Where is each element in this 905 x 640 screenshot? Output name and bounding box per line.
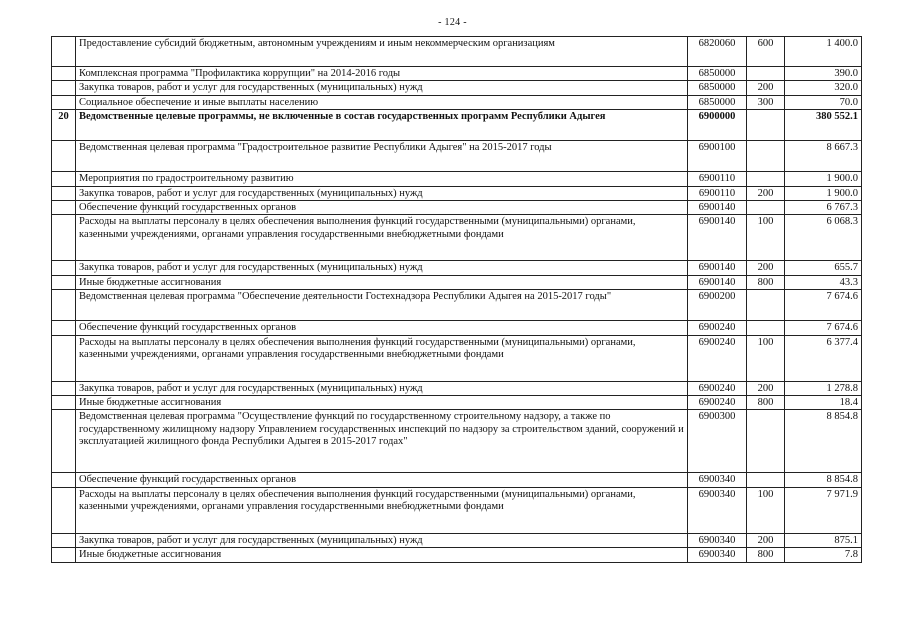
table-row	[52, 95, 862, 109]
target-article-code-cell: 6900300	[688, 410, 747, 473]
target-article-code-cell: 6820060	[688, 37, 747, 67]
target-article-code-cell: 6900340	[688, 487, 747, 533]
expense-type-code-cell	[747, 473, 785, 487]
row-number-cell	[52, 487, 76, 533]
expense-name-cell: Расходы на выплаты персоналу в целях обеспечения выполнения функций государственными (муниципальными) органами, казенными учреждениями, органами управления государственными внебюджетными фондами	[76, 487, 688, 533]
row-number-cell	[52, 396, 76, 410]
budget-table	[51, 36, 862, 563]
target-article-code-cell: 6850000	[688, 95, 747, 109]
amount-cell: 43.3	[785, 275, 862, 289]
row-number-cell	[52, 335, 76, 381]
expense-name-cell: Предоставление субсидий бюджетным, автономным учреждениям и иным некоммерческим организациям	[76, 37, 688, 67]
row-number-cell	[52, 290, 76, 321]
expense-name-cell: Обеспечение функций государственных органов	[76, 201, 688, 215]
expense-type-code-cell: 300	[747, 95, 785, 109]
amount-cell: 8 854.8	[785, 410, 862, 473]
target-article-code-cell: 6900140	[688, 261, 747, 275]
target-article-code-cell: 6850000	[688, 67, 747, 81]
expense-name-cell: Расходы на выплаты персоналу в целях обеспечения выполнения функций государственными (муниципальными) органами, казенными учреждениями, органами управления государственными внебюджетными фондами	[76, 215, 688, 261]
page-number: - 124 -	[438, 17, 467, 28]
expense-type-code-cell: 800	[747, 548, 785, 562]
target-article-code-cell: 6900100	[688, 141, 747, 172]
target-article-code-cell: 6900110	[688, 172, 747, 186]
amount-cell: 7 674.6	[785, 290, 862, 321]
row-number-cell	[52, 81, 76, 95]
row-number-cell	[52, 201, 76, 215]
target-article-code-cell: 6900340	[688, 548, 747, 562]
table-row	[52, 335, 862, 381]
expense-type-code-cell: 100	[747, 335, 785, 381]
row-number-cell	[52, 548, 76, 562]
expense-type-code-cell	[747, 141, 785, 172]
row-number-cell	[52, 473, 76, 487]
expense-name-cell: Ведомственная целевая программа "Обеспечение деятельности Гостехнадзора Республики Адыгея на 2015-2017 годы"	[76, 290, 688, 321]
expense-name-cell: Мероприятия по градостроительному развитию	[76, 172, 688, 186]
row-number-cell	[52, 37, 76, 67]
expense-name-cell: Обеспечение функций государственных органов	[76, 473, 688, 487]
table-row	[52, 67, 862, 81]
expense-type-code-cell: 600	[747, 37, 785, 67]
row-number-cell	[52, 67, 76, 81]
expense-name-cell: Закупка товаров, работ и услуг для государственных (муниципальных) нужд	[76, 533, 688, 547]
amount-cell: 1 900.0	[785, 186, 862, 200]
expense-type-code-cell: 200	[747, 186, 785, 200]
table-row	[52, 186, 862, 200]
expense-name-cell: Иные бюджетные ассигнования	[76, 396, 688, 410]
expense-name-cell: Закупка товаров, работ и услуг для государственных (муниципальных) нужд	[76, 186, 688, 200]
table-row	[52, 487, 862, 533]
expense-name-cell: Ведомственные целевые программы, не включенные в состав государственных программ Республики Адыгея	[76, 110, 688, 141]
row-number-cell	[52, 410, 76, 473]
expense-type-code-cell	[747, 321, 785, 335]
table-row	[52, 215, 862, 261]
row-number-cell	[52, 261, 76, 275]
row-number-cell	[52, 321, 76, 335]
expense-type-code-cell	[747, 67, 785, 81]
row-number-cell	[52, 381, 76, 395]
expense-type-code-cell: 100	[747, 487, 785, 533]
table-row	[52, 396, 862, 410]
table-row	[52, 548, 862, 562]
amount-cell: 1 278.8	[785, 381, 862, 395]
expense-name-cell: Ведомственная целевая программа "Осуществление функций по государственному строительному надзору, а также по государственному жилищному надзору Управлением государственных инспекций по надзору за строительством зданий, сооружений и эксплуатацией жилищного фонда Республики Адыгея в 2015-2017 годах"	[76, 410, 688, 473]
target-article-code-cell: 6900240	[688, 381, 747, 395]
expense-type-code-cell: 100	[747, 215, 785, 261]
table-row	[52, 275, 862, 289]
target-article-code-cell: 6900140	[688, 275, 747, 289]
expense-name-cell: Иные бюджетные ассигнования	[76, 275, 688, 289]
amount-cell: 18.4	[785, 396, 862, 410]
table-row	[52, 172, 862, 186]
table-row	[52, 81, 862, 95]
row-number-cell	[52, 141, 76, 172]
amount-cell: 8 854.8	[785, 473, 862, 487]
row-number-cell	[52, 95, 76, 109]
amount-cell: 1 900.0	[785, 172, 862, 186]
amount-cell: 7 674.6	[785, 321, 862, 335]
table-row	[52, 110, 862, 141]
amount-cell: 655.7	[785, 261, 862, 275]
expense-type-code-cell	[747, 290, 785, 321]
amount-cell: 7.8	[785, 548, 862, 562]
amount-cell: 70.0	[785, 95, 862, 109]
expense-type-code-cell: 200	[747, 81, 785, 95]
amount-cell: 6 068.3	[785, 215, 862, 261]
target-article-code-cell: 6900110	[688, 186, 747, 200]
target-article-code-cell: 6900000	[688, 110, 747, 141]
amount-cell: 1 400.0	[785, 37, 862, 67]
table-row	[52, 37, 862, 67]
amount-cell: 6 377.4	[785, 335, 862, 381]
expense-type-code-cell: 200	[747, 533, 785, 547]
expense-name-cell: Иные бюджетные ассигнования	[76, 548, 688, 562]
expense-type-code-cell	[747, 410, 785, 473]
expense-name-cell: Закупка товаров, работ и услуг для государственных (муниципальных) нужд	[76, 261, 688, 275]
expense-name-cell: Социальное обеспечение и иные выплаты населению	[76, 95, 688, 109]
expense-type-code-cell: 200	[747, 261, 785, 275]
expense-name-cell: Ведомственная целевая программа "Градостроительное развитие Республики Адыгея" на 2015-2017 годы	[76, 141, 688, 172]
table-row	[52, 290, 862, 321]
amount-cell: 380 552.1	[785, 110, 862, 141]
target-article-code-cell: 6900240	[688, 321, 747, 335]
table-row	[52, 261, 862, 275]
expense-type-code-cell: 800	[747, 275, 785, 289]
table-row	[52, 533, 862, 547]
expense-type-code-cell: 200	[747, 381, 785, 395]
target-article-code-cell: 6900340	[688, 473, 747, 487]
expense-type-code-cell: 800	[747, 396, 785, 410]
target-article-code-cell: 6900140	[688, 201, 747, 215]
row-number-cell	[52, 275, 76, 289]
amount-cell: 7 971.9	[785, 487, 862, 533]
target-article-code-cell: 6900240	[688, 396, 747, 410]
row-number-cell	[52, 186, 76, 200]
table-row	[52, 381, 862, 395]
amount-cell: 6 767.3	[785, 201, 862, 215]
table-row	[52, 141, 862, 172]
expense-name-cell: Расходы на выплаты персоналу в целях обеспечения выполнения функций государственными (муниципальными) органами, казенными учреждениями, органами управления государственными внебюджетными фондами	[76, 335, 688, 381]
expense-name-cell: Обеспечение функций государственных органов	[76, 321, 688, 335]
amount-cell: 8 667.3	[785, 141, 862, 172]
target-article-code-cell: 6900340	[688, 533, 747, 547]
budget-table-body	[52, 37, 862, 563]
expense-type-code-cell	[747, 172, 785, 186]
target-article-code-cell: 6900200	[688, 290, 747, 321]
row-number-cell: 20	[52, 110, 76, 141]
expense-name-cell: Закупка товаров, работ и услуг для государственных (муниципальных) нужд	[76, 81, 688, 95]
table-row	[52, 201, 862, 215]
amount-cell: 320.0	[785, 81, 862, 95]
row-number-cell	[52, 215, 76, 261]
expense-type-code-cell	[747, 201, 785, 215]
expense-type-code-cell	[747, 110, 785, 141]
expense-name-cell: Закупка товаров, работ и услуг для государственных (муниципальных) нужд	[76, 381, 688, 395]
expense-name-cell: Комплексная программа "Профилактика коррупции" на 2014-2016 годы	[76, 67, 688, 81]
amount-cell: 390.0	[785, 67, 862, 81]
table-row	[52, 321, 862, 335]
table-row	[52, 410, 862, 473]
row-number-cell	[52, 172, 76, 186]
target-article-code-cell: 6850000	[688, 81, 747, 95]
target-article-code-cell: 6900240	[688, 335, 747, 381]
amount-cell: 875.1	[785, 533, 862, 547]
target-article-code-cell: 6900140	[688, 215, 747, 261]
row-number-cell	[52, 533, 76, 547]
table-row	[52, 473, 862, 487]
